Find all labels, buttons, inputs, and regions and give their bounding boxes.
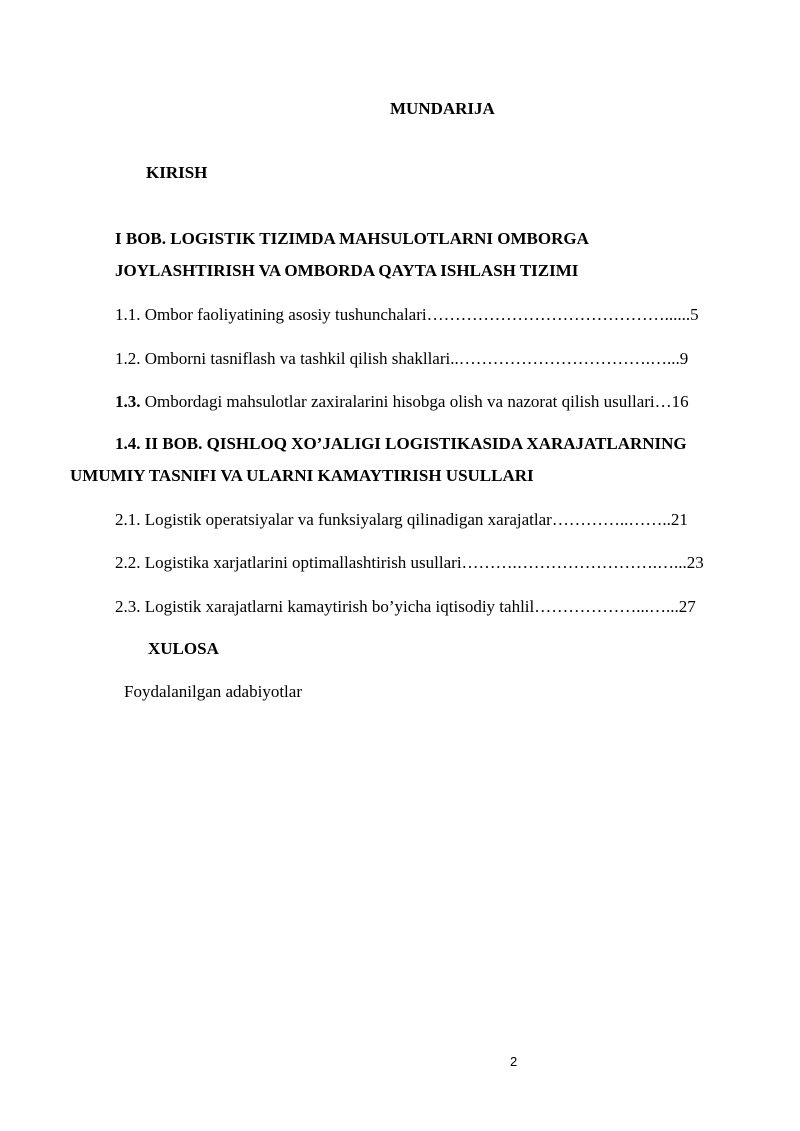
toc-intro: KIRISH [146, 163, 208, 182]
chapter-1-heading-line-2: JOYLASHTIRISH VA OMBORDA QAYTA ISHLASH TIZIMI [115, 261, 579, 280]
toc-entry-1-3-number: 1.3. [115, 392, 141, 411]
chapter-2-heading-line-2: UMUMIY TASNIFI VA ULARNI KAMAYTIRISH USULLARI [70, 466, 534, 485]
chapter-1-heading-line-1: I BOB. LOGISTIK TIZIMDA MAHSULOTLARNI OMBORGA [115, 229, 589, 248]
toc-entry-2-1: 2.1. Logistik operatsiyalar va funksiyalarg qilinadigan xarajatlar…………..……..21 [115, 510, 688, 529]
toc-entry-1-3 [115, 392, 689, 412]
page-title: MUNDARIJA [390, 99, 495, 118]
page-number: 2 [510, 1054, 518, 1069]
toc-entry-2-2: 2.2. Logistika xarjatlarini optimallashtirish usullari……….…………………….…...23 [115, 553, 704, 572]
toc-entry-1-1: 1.1. Ombor faoliyatining asosiy tushunchalari……………………………………......5 [115, 305, 699, 324]
toc-entry-1-3-text: Ombordagi mahsulotlar zaxiralarini hisobga olish va nazorat qilish usullari…16 [140, 392, 689, 411]
toc-references: Foydalanilgan adabiyotlar [124, 682, 302, 701]
toc-conclusion: XULOSA [148, 639, 219, 658]
toc-entry-1-2: 1.2. Omborni tasniflash va tashkil qilish shakllari..…………………………….…...9 [115, 349, 689, 368]
chapter-2-heading-line-1: 1.4. II BOB. QISHLOQ XO’JALIGI LOGISTIKASIDA XARAJATLARNING [115, 434, 687, 453]
toc-entry-2-3: 2.3. Logistik xarajatlarni kamaytirish bo’yicha iqtisodiy tahlil………………...…...27 [115, 597, 696, 616]
